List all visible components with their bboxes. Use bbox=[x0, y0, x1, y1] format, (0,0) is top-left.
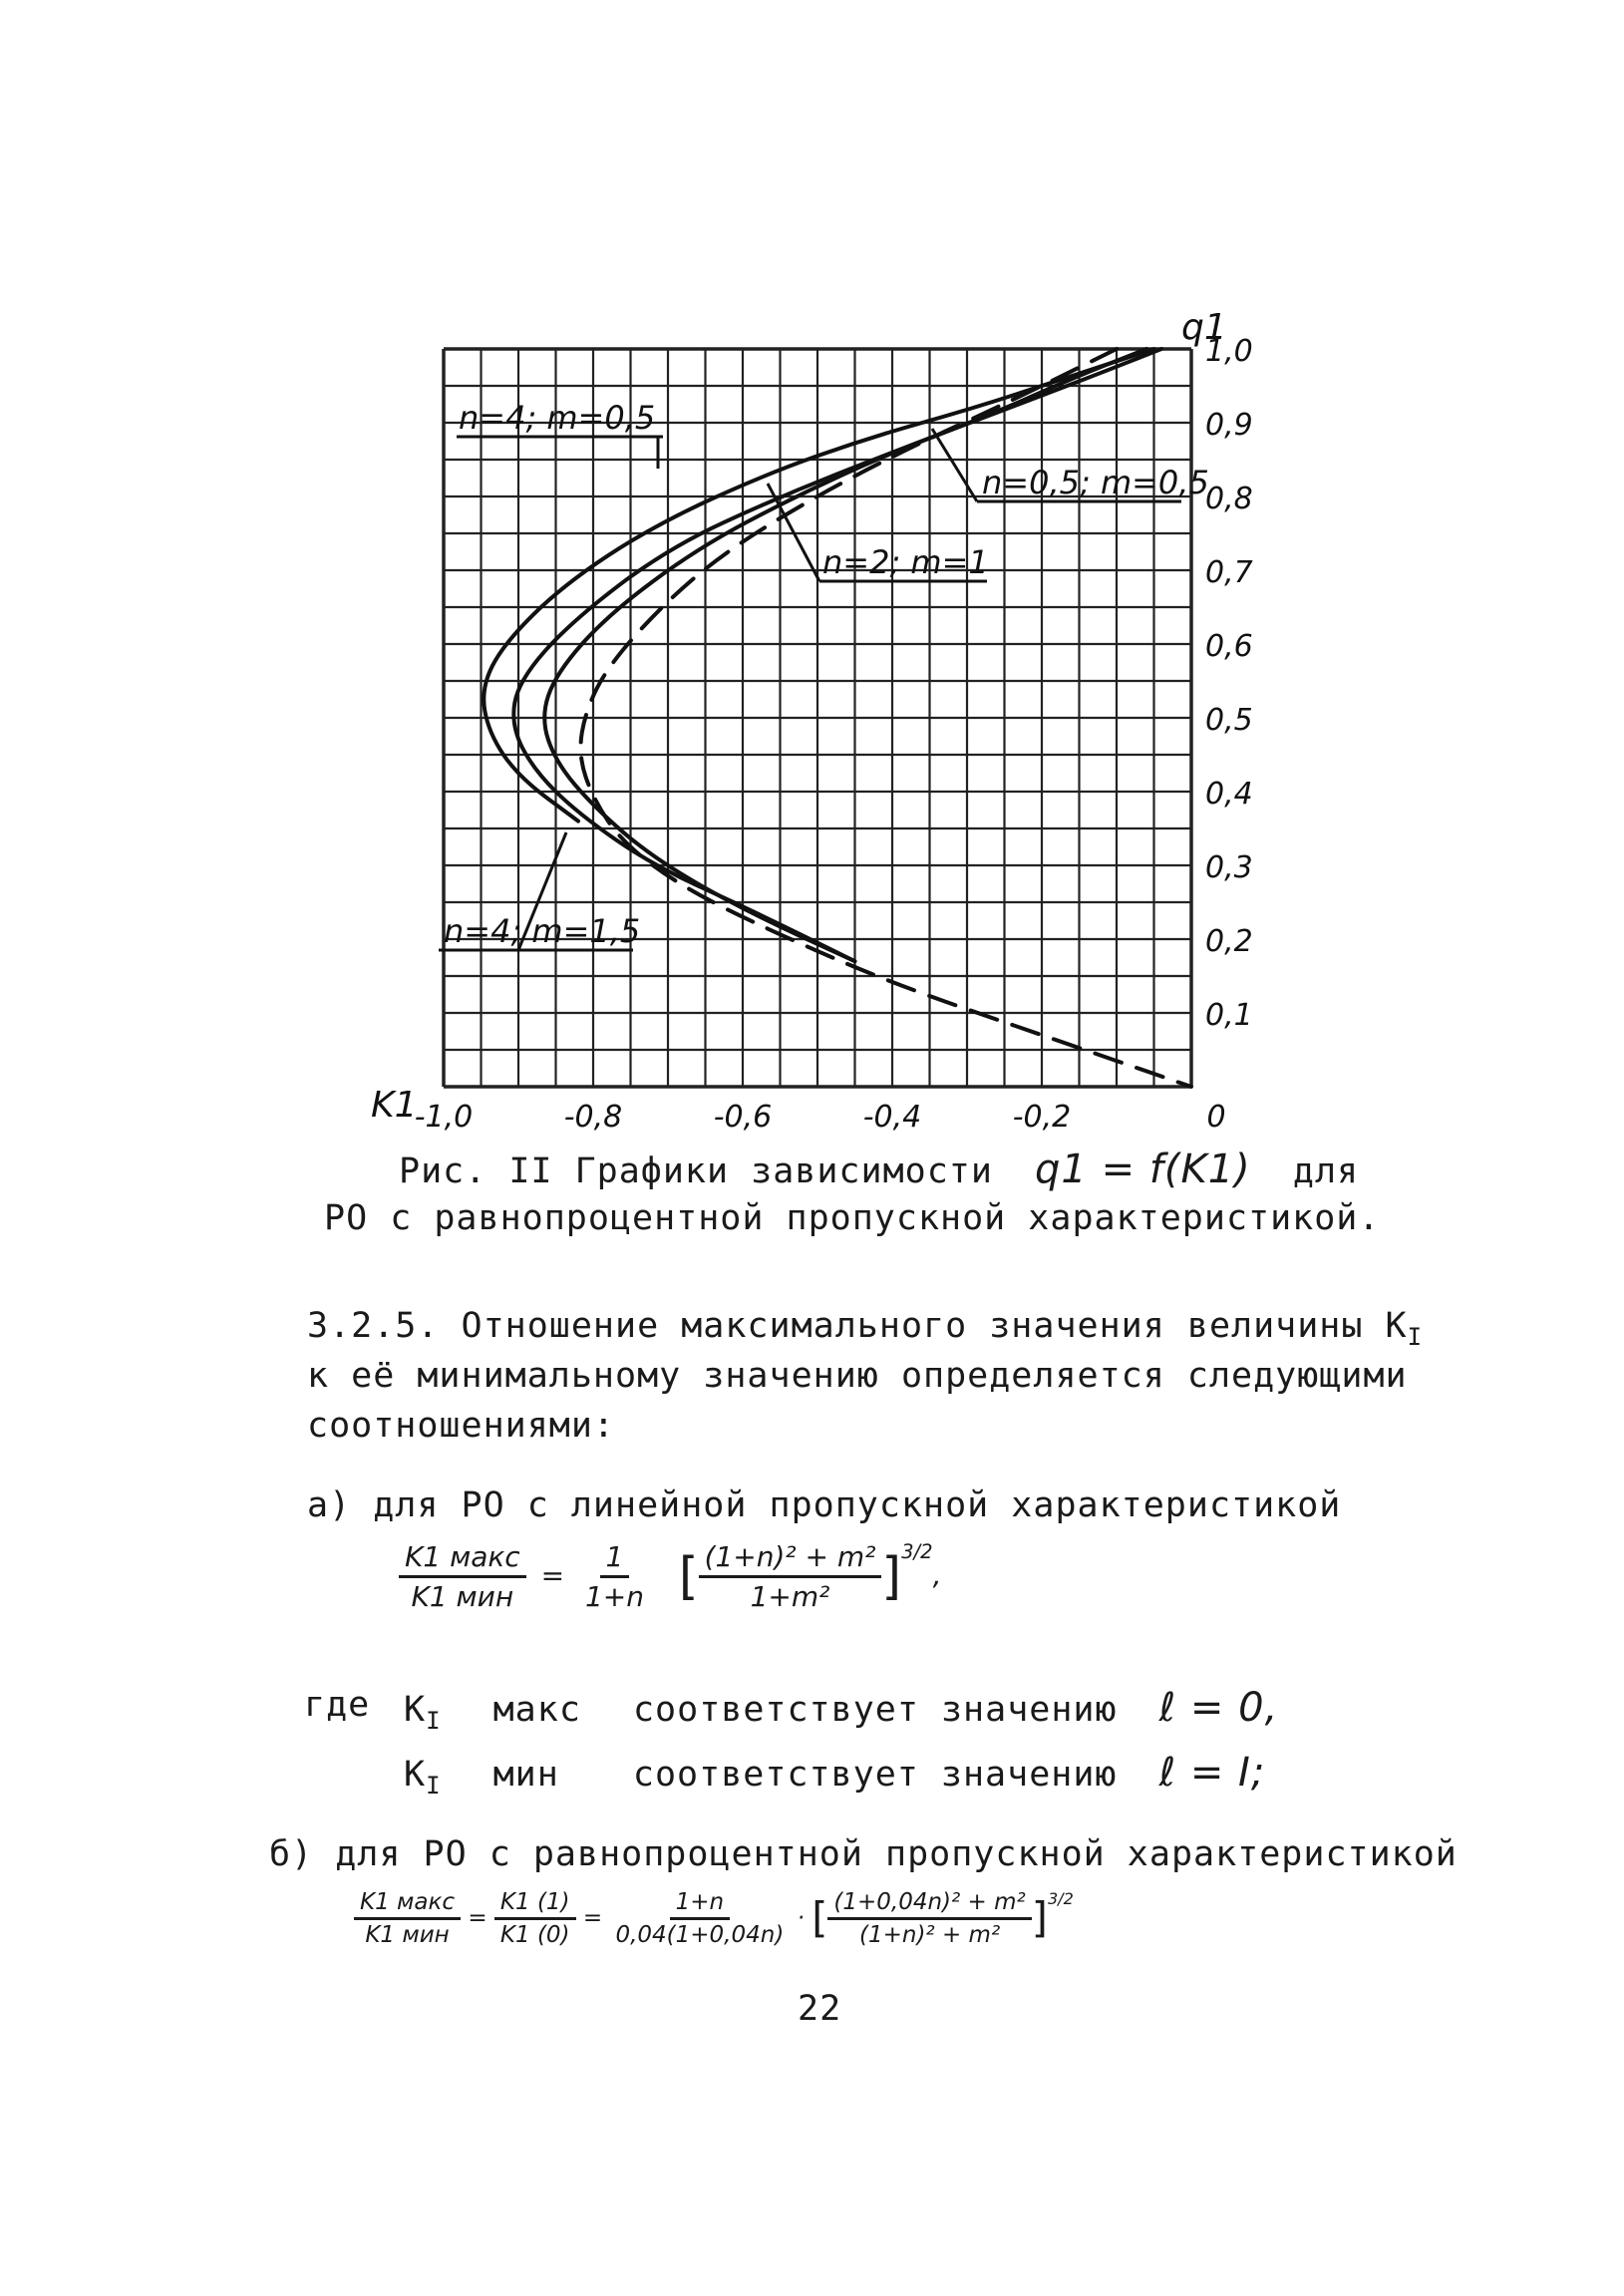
section-line1 bbox=[307, 1306, 1423, 1351]
annotation-leader bbox=[932, 429, 977, 501]
formula-b-power: 3/2 bbox=[1047, 1889, 1074, 1908]
formula-a-f1: $\frac{1}{1+n}$ bbox=[584, 1540, 644, 1613]
x-tick-label: -0,4 bbox=[862, 1100, 922, 1135]
formula-b-mid: $\frac{K1 (1)}{K1 (0)}$ bbox=[494, 1889, 576, 1948]
y-tick-label: 0,9 bbox=[1205, 408, 1253, 443]
section-line1-text: 3.2.5. Отношение максимального значения величины K bbox=[307, 1306, 1408, 1346]
y-tick-label: 0,7 bbox=[1205, 555, 1253, 590]
where-label: где bbox=[304, 1685, 371, 1725]
y-tick-label: 0,4 bbox=[1205, 777, 1253, 812]
figure-caption-line1 bbox=[399, 1147, 1359, 1192]
section-line1-sub: I bbox=[1407, 1323, 1424, 1351]
formula-b-f1: $\frac{1+n}{0,04(1+0,04n)}$ bbox=[615, 1889, 785, 1948]
section-line2: к её минимальному значению определяется следующими bbox=[307, 1356, 1408, 1396]
figure-caption-line2: РО с равнопроцентной пропускной характеристикой. bbox=[324, 1198, 1381, 1238]
series-annotation-2: n=2; m=1 bbox=[822, 543, 989, 581]
formula-a-bracket: [ $\frac{\text{(1+n)² + m²}}{\text{1+m²}}$ ] bbox=[678, 1540, 902, 1613]
formula-b: $\frac{\text{K1 макс}}{\text{K1 мин}}$ = $\frac{K1 (1)}{K1 (0)}$ = $\frac{1+n}{0,04(1+0,04n)}$ · [ $\frac{\text{(1+0,04n)² + m²}}{\text{(1+n)² + m²}}$ ] $^{3/2}$ bbox=[354, 1889, 1074, 1948]
x-tick-label: -0,6 bbox=[713, 1100, 773, 1135]
where-row1: $K_I$ макс соответствует значению ℓ = 0, bbox=[404, 1685, 1279, 1735]
series-line-1 bbox=[513, 349, 1161, 961]
x-tick-label: 0 bbox=[1206, 1100, 1226, 1135]
y-tick-label: 0,2 bbox=[1205, 924, 1253, 959]
series-annotation-3: n=4; m=1,5 bbox=[444, 912, 641, 950]
caption-formula: q1 = f(K1) bbox=[1035, 1147, 1251, 1192]
section-line3: соотношениями: bbox=[307, 1406, 616, 1446]
formula-a: $\frac{\text{K1 макс}}{\text{K1 мин}}$ = $\frac{1}{1+n}$ [ $\frac{\text{(1+n)² + m²}}{\text{1+m²}}$ ] $^{3/2}$, bbox=[399, 1540, 942, 1613]
series-annotation-1: n=0,5; m=0,5 bbox=[982, 464, 1209, 501]
series-annotation-0: n=4; m=0,5 bbox=[459, 399, 656, 437]
series-line-2 bbox=[544, 349, 1146, 961]
chart-grid bbox=[444, 349, 1191, 1087]
x-tick-label: -0,8 bbox=[563, 1100, 623, 1135]
x-axis-label: K1 bbox=[371, 1085, 418, 1126]
x-tick-label: -0,2 bbox=[1012, 1100, 1072, 1135]
y-tick-label: 1,0 bbox=[1205, 334, 1253, 369]
formula-b-lhs: $\frac{\text{K1 макс}}{\text{K1 мин}}$ bbox=[354, 1889, 461, 1948]
y-tick-label: 0,6 bbox=[1205, 629, 1253, 664]
x-tick-label: -1,0 bbox=[414, 1100, 474, 1135]
formula-a-power: 3/2 bbox=[901, 1540, 933, 1563]
y-tick-label: 0,1 bbox=[1205, 998, 1253, 1033]
y-axis-label: q1 bbox=[1181, 307, 1227, 348]
y-tick-label: 0,5 bbox=[1205, 703, 1253, 738]
where-row2: $K_I$ мин соответствует значению ℓ = I; bbox=[404, 1750, 1266, 1800]
item-b-label: б) для РО с равнопроцентной пропускной характеристикой bbox=[269, 1834, 1458, 1874]
caption-prefix: Рис. II Графики зависимости bbox=[399, 1151, 993, 1191]
formula-a-lhs: $\frac{\text{K1 макс}}{\text{K1 мин}}$ bbox=[399, 1540, 526, 1613]
page-number: 22 bbox=[798, 1989, 842, 2029]
caption-suffix: для bbox=[1292, 1151, 1360, 1191]
y-tick-label: 0,3 bbox=[1205, 850, 1253, 885]
item-a-label: а) для РО с линейной пропускной характеристикой bbox=[307, 1485, 1342, 1525]
formula-b-bracket: [ $\frac{\text{(1+0,04n)² + m²}}{\text{(1+n)² + m²}}$ ] bbox=[812, 1889, 1048, 1948]
y-tick-label: 0,8 bbox=[1205, 482, 1253, 516]
